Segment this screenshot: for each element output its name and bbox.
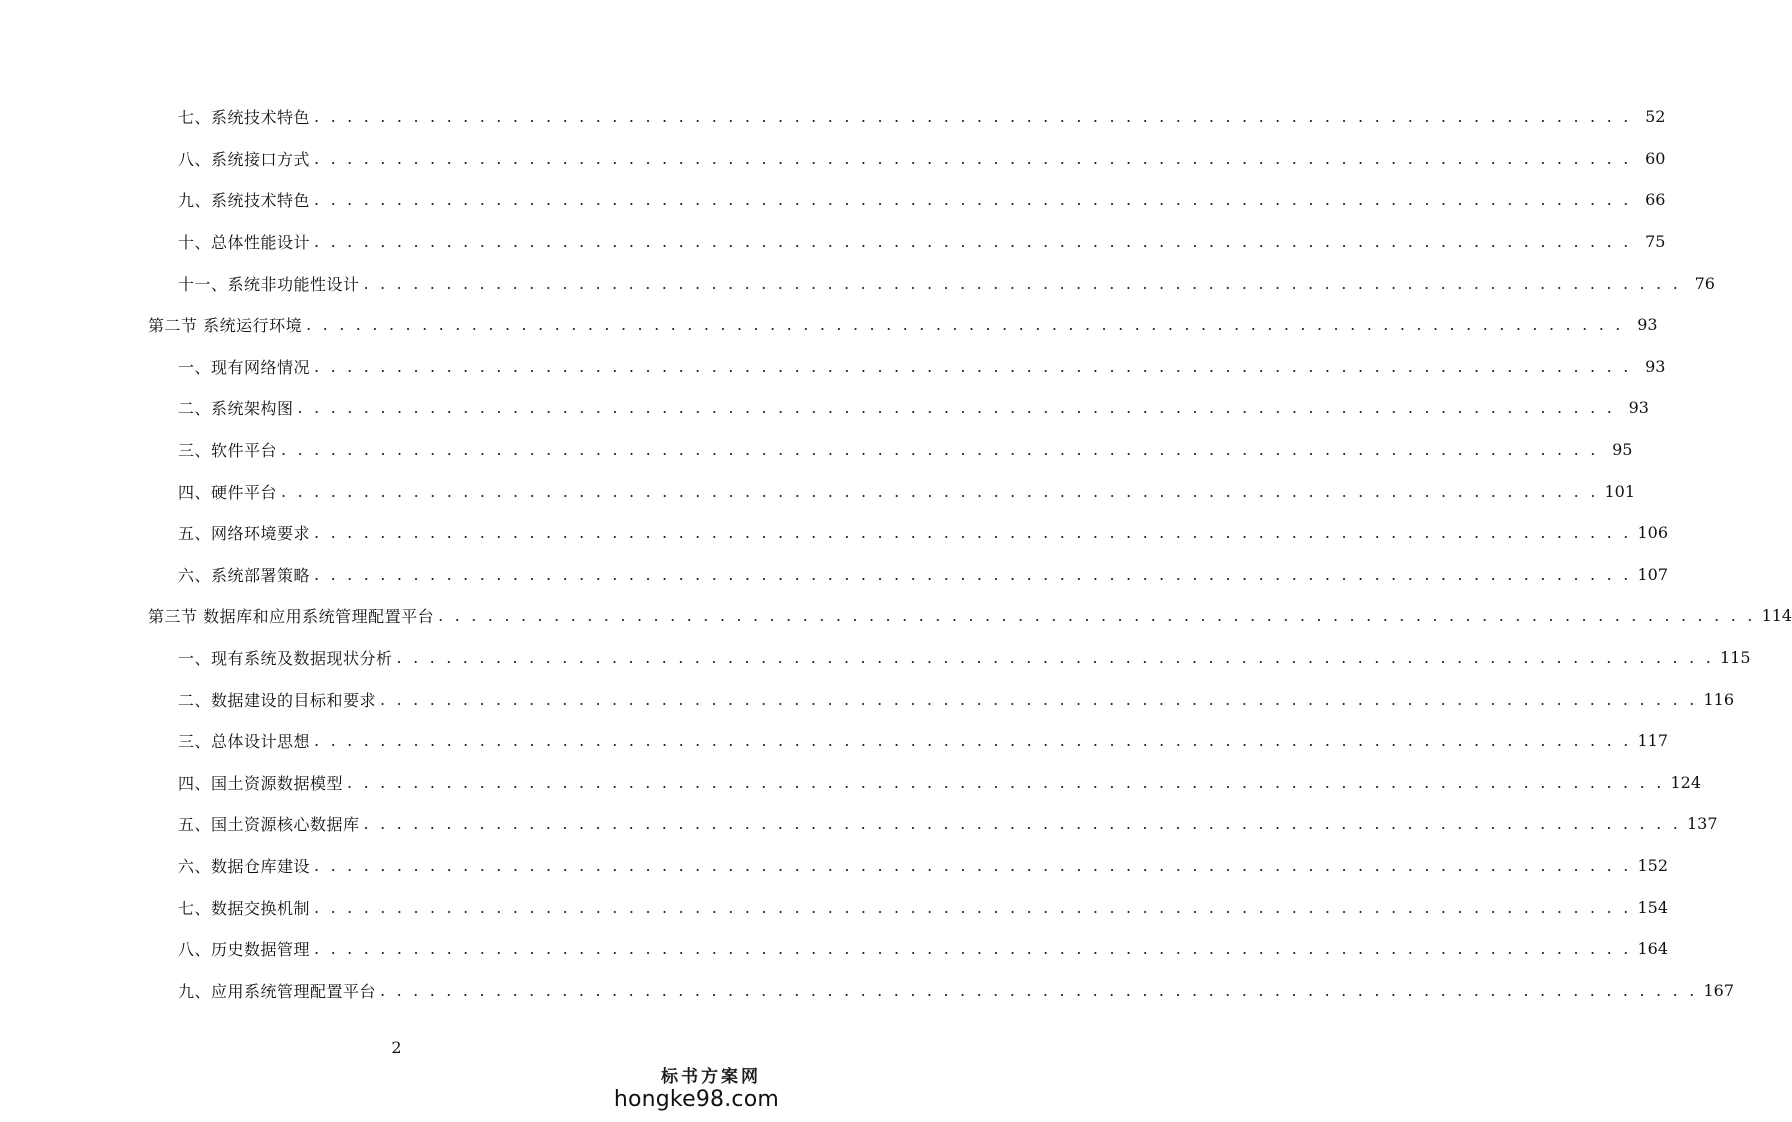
toc-entry-label: 九、系统技术特色	[178, 191, 311, 211]
toc-leader-dots: . . . . . . . . . . . . . . . . . . . . . . . . . . . . . . . . . . . . . . . . . . . . . . . . . . . . . . . . . . . . . . . . . . . . . . . . . . . . . . . .	[314, 523, 1632, 543]
toc-entry-label: 二、数据建设的目标和要求	[178, 690, 377, 710]
toc-entry-row[interactable]	[0, 262, 1715, 304]
toc-leader-dots: . . . . . . . . . . . . . . . . . . . . . . . . . . . . . . . . . . . . . . . . . . . . . . . . . . . . . . . . . . . . . . . . . . . . . . . . . . . . . . . .	[314, 939, 1632, 959]
toc-entry-label: 五、网络环境要求	[178, 524, 311, 544]
toc-entry-row[interactable]	[0, 845, 1669, 887]
toc-entry-page: 60	[1645, 148, 1666, 168]
toc-entry-row[interactable]	[0, 969, 1735, 1011]
toc-entry-label: 五、国土资源核心数据库	[178, 815, 360, 835]
toc-entry-label: 二、系统架构图	[178, 399, 294, 419]
toc-entry-label: 四、国土资源数据模型	[178, 773, 344, 793]
toc-leader-dots: . . . . . . . . . . . . . . . . . . . . . . . . . . . . . . . . . . . . . . . . . . . . . . . . . . . . . . . . . . . . . . . . . . . . . . . . . . . . . . . .	[314, 232, 1632, 252]
toc-leader-dots: . . . . . . . . . . . . . . . . . . . . . . . . . . . . . . . . . . . . . . . . . . . . . . . . . . . . . . . . . . . . . . . . . . . . . . . . . . . . . . . .	[380, 689, 1698, 709]
toc-entry-page: 114	[1761, 606, 1792, 626]
toc-entry-page: 93	[1645, 356, 1666, 376]
toc-leader-dots: . . . . . . . . . . . . . . . . . . . . . . . . . . . . . . . . . . . . . . . . . . . . . . . . . . . . . . . . . . . . . . . . . . . . . . . . . . . . . . . .	[281, 440, 1599, 460]
toc-leader-dots: . . . . . . . . . . . . . . . . . . . . . . . . . . . . . . . . . . . . . . . . . . . . . . . . . . . . . . . . . . . . . . . . . . . . . . . . . . . . . . . .	[306, 315, 1624, 335]
toc-leader-dots: . . . . . . . . . . . . . . . . . . . . . . . . . . . . . . . . . . . . . . . . . . . . . . . . . . . . . . . . . . . . . . . . . . . . . . . . . . . . . . . .	[380, 980, 1698, 1000]
toc-entry-page: 154	[1637, 897, 1669, 917]
toc-entry-page: 93	[1637, 315, 1658, 335]
toc-entry-row[interactable]	[0, 762, 1702, 804]
toc-entry-label: 十、总体性能设计	[178, 233, 311, 253]
toc-leader-dots: . . . . . . . . . . . . . . . . . . . . . . . . . . . . . . . . . . . . . . . . . . . . . . . . . . . . . . . . . . . . . . . . . . . . . . . . . . . . . . . .	[314, 148, 1632, 168]
toc-entry-page: 93	[1628, 398, 1649, 418]
toc-entry-label: 三、总体设计思想	[178, 732, 311, 752]
watermark-logo	[614, 1062, 779, 1112]
toc-entry-label: 一、现有网络情况	[178, 357, 311, 377]
toc-entry-page: 107	[1637, 564, 1669, 584]
watermark-url: hongke98.com	[613, 1087, 779, 1112]
toc-entry-row[interactable]	[0, 554, 1669, 596]
toc-leader-dots: . . . . . . . . . . . . . . . . . . . . . . . . . . . . . . . . . . . . . . . . . . . . . . . . . . . . . . . . . . . . . . . . . . . . . . . . . . . . . . . .	[314, 731, 1632, 751]
toc-entry-page: 115	[1719, 648, 1751, 668]
toc-entry-page: 66	[1645, 190, 1666, 210]
toc-leader-dots: . . . . . . . . . . . . . . . . . . . . . . . . . . . . . . . . . . . . . . . . . . . . . . . . . . . . . . . . . . . . . . . . . . . . . . . . . . . . . . . .	[314, 897, 1632, 917]
toc-entry-page: 124	[1670, 772, 1702, 792]
toc-entry-label: 六、数据仓库建设	[178, 856, 311, 876]
toc-leader-dots: . . . . . . . . . . . . . . . . . . . . . . . . . . . . . . . . . . . . . . . . . . . . . . . . . . . . . . . . . . . . . . . . . . . . . . . . . . . . . . . .	[281, 481, 1599, 501]
toc-entry-page: 95	[1612, 440, 1633, 460]
toc-leader-dots: . . . . . . . . . . . . . . . . . . . . . . . . . . . . . . . . . . . . . . . . . . . . . . . . . . . . . . . . . . . . . . . . . . . . . . . . . . . . . . . .	[314, 564, 1632, 584]
toc-section-row[interactable]	[0, 304, 1658, 346]
toc-entry-row[interactable]	[0, 803, 1718, 845]
toc-entry-row[interactable]	[0, 346, 1666, 388]
toc-entry-label: 一、现有系统及数据现状分析	[178, 649, 393, 669]
toc-entry-page: 106	[1637, 523, 1669, 543]
toc-entry-label: 九、应用系统管理配置平台	[178, 981, 377, 1001]
toc-entry-label: 第二节 系统运行环境	[148, 316, 303, 336]
toc-entry-page: 116	[1703, 689, 1735, 709]
toc-entry-row[interactable]	[0, 678, 1735, 720]
toc-leader-dots: . . . . . . . . . . . . . . . . . . . . . . . . . . . . . . . . . . . . . . . . . . . . . . . . . . . . . . . . . . . . . . . . . . . . . . . . . . . . . . . .	[314, 190, 1632, 210]
toc-leader-dots: . . . . . . . . . . . . . . . . . . . . . . . . . . . . . . . . . . . . . . . . . . . . . . . . . . . . . . . . . . . . . . . . . . . . . . . . . . . . . . . .	[363, 814, 1681, 834]
toc-entry-row[interactable]	[0, 512, 1669, 554]
toc-entry-label: 七、数据交换机制	[178, 898, 311, 918]
toc-entry-label: 八、系统接口方式	[178, 149, 311, 169]
toc-entry-row[interactable]	[0, 928, 1669, 970]
toc-entry-page: 152	[1637, 855, 1669, 875]
toc-entry-row[interactable]	[0, 637, 1751, 679]
toc-entry-page: 76	[1694, 273, 1715, 293]
toc-entry-row[interactable]	[0, 429, 1633, 471]
toc-leader-dots: . . . . . . . . . . . . . . . . . . . . . . . . . . . . . . . . . . . . . . . . . . . . . . . . . . . . . . . . . . . . . . . . . . . . . . . . . . . . . . . .	[396, 648, 1714, 668]
toc-entry-row[interactable]	[0, 221, 1666, 263]
toc-leader-dots: . . . . . . . . . . . . . . . . . . . . . . . . . . . . . . . . . . . . . . . . . . . . . . . . . . . . . . . . . . . . . . . . . . . . . . . . . . . . . . . .	[438, 606, 1756, 626]
toc-entry-page: 137	[1686, 814, 1718, 834]
toc-entry-row[interactable]	[0, 886, 1669, 928]
table-of-contents	[0, 96, 1792, 1011]
toc-entry-page: 75	[1645, 232, 1666, 252]
toc-entry-row[interactable]	[0, 96, 1666, 138]
toc-entry-row[interactable]	[0, 179, 1666, 221]
toc-entry-page: 52	[1645, 107, 1666, 127]
toc-leader-dots: . . . . . . . . . . . . . . . . . . . . . . . . . . . . . . . . . . . . . . . . . . . . . . . . . . . . . . . . . . . . . . . . . . . . . . . . . . . . . . . .	[314, 356, 1632, 376]
toc-leader-dots: . . . . . . . . . . . . . . . . . . . . . . . . . . . . . . . . . . . . . . . . . . . . . . . . . . . . . . . . . . . . . . . . . . . . . . . . . . . . . . . .	[347, 772, 1665, 792]
toc-entry-page: 164	[1637, 939, 1669, 959]
toc-entry-label: 三、软件平台	[178, 441, 278, 461]
toc-entry-label: 七、系统技术特色	[178, 108, 311, 128]
toc-leader-dots: . . . . . . . . . . . . . . . . . . . . . . . . . . . . . . . . . . . . . . . . . . . . . . . . . . . . . . . . . . . . . . . . . . . . . . . . . . . . . . . .	[363, 273, 1681, 293]
toc-entry-row[interactable]	[0, 387, 1649, 429]
toc-leader-dots: . . . . . . . . . . . . . . . . . . . . . . . . . . . . . . . . . . . . . . . . . . . . . . . . . . . . . . . . . . . . . . . . . . . . . . . . . . . . . . . .	[297, 398, 1615, 418]
toc-entry-page: 117	[1637, 731, 1669, 751]
toc-entry-row[interactable]	[0, 470, 1636, 512]
toc-leader-dots: . . . . . . . . . . . . . . . . . . . . . . . . . . . . . . . . . . . . . . . . . . . . . . . . . . . . . . . . . . . . . . . . . . . . . . . . . . . . . . . .	[314, 107, 1632, 127]
toc-leader-dots: . . . . . . . . . . . . . . . . . . . . . . . . . . . . . . . . . . . . . . . . . . . . . . . . . . . . . . . . . . . . . . . . . . . . . . . . . . . . . . . .	[314, 855, 1632, 875]
page-number: 2	[391, 1038, 402, 1057]
toc-entry-page: 101	[1604, 481, 1636, 501]
toc-entry-page: 167	[1703, 980, 1735, 1000]
toc-entry-label: 第三节 数据库和应用系统管理配置平台	[148, 607, 435, 627]
toc-entry-row[interactable]	[0, 720, 1669, 762]
toc-entry-row[interactable]	[0, 138, 1666, 180]
toc-section-row[interactable]	[0, 595, 1792, 637]
toc-entry-label: 十一、系统非功能性设计	[178, 274, 360, 294]
toc-entry-label: 六、系统部署策略	[178, 565, 311, 585]
toc-entry-label: 八、历史数据管理	[178, 940, 311, 960]
watermark-name: 标书方案网	[661, 1067, 761, 1087]
toc-entry-label: 四、硬件平台	[178, 482, 278, 502]
